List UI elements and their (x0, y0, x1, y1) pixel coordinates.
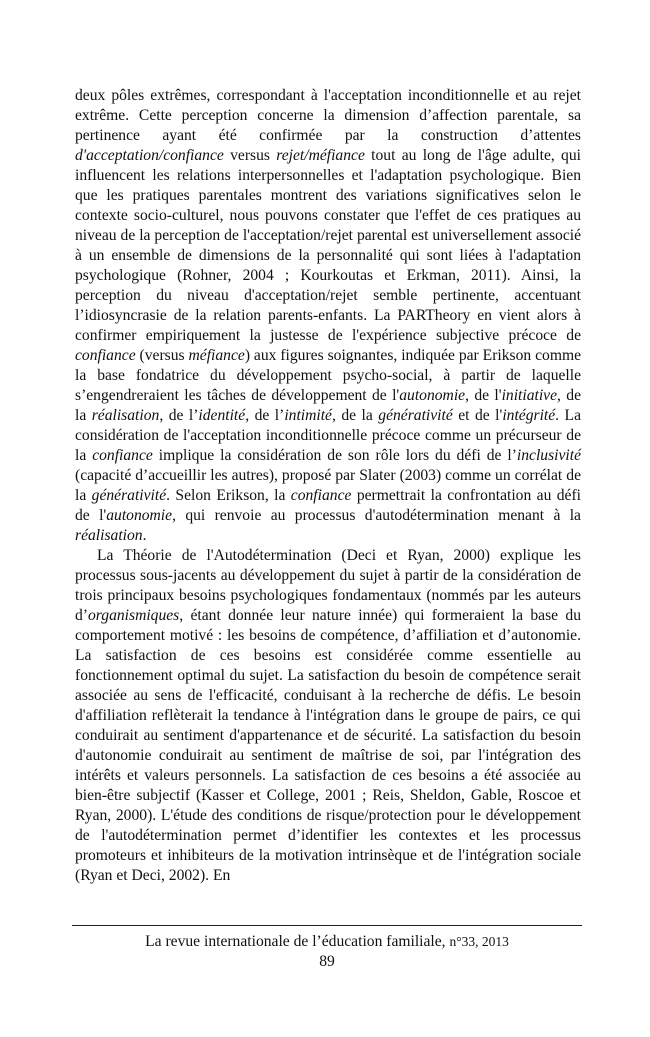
italic-term: rejet/méfiance (276, 147, 365, 164)
text-run: , de l’ (245, 407, 285, 424)
text-run: permettrait la confrontation au défi de l' (75, 487, 582, 524)
italic-term: inclusivité (516, 447, 581, 464)
text-run: (versus (135, 347, 189, 364)
italic-term: d'acceptation/confiance (75, 147, 224, 164)
text-run: . Selon Erikson, la (166, 487, 291, 504)
text-run: , de la (75, 387, 581, 424)
text-run: et de l' (452, 407, 503, 424)
text-run: , de l’ (159, 407, 199, 424)
journal-citation (72, 932, 582, 952)
paragraph-1 (75, 86, 581, 546)
text-run: . (142, 527, 147, 544)
italic-term: autonomie (106, 507, 173, 524)
italic-term: intimité (284, 407, 332, 424)
text-run: deux pôles extrêmes, correspondant à l'acceptation inconditionnelle et au rejet extrême. Cette perception concerne la dimension d’affection parentale, sa pertinence ayant été confirmée par la construction d’attentes (75, 87, 581, 144)
text-run: , étant donnée leur nature innée) qui formeraient la base du comportement motivé : les besoins de compétence, d’affiliation et d’autonomie. La satisfaction de ces besoins est considérée comme essentielle au fonctionnement optimal du sujet. La satisfaction du besoin de compétence serait associée au sens de l'efficacité, conduisant à la recherche de défis. Le besoin d'affiliation reflèterait la tendance à l'intégration dans le groupe de pairs, ce qui conduirait au sentiment d'appartenance et de sécurité. La satisfaction du besoin d'autonomie conduirait au sentiment de maîtrise de soi, par l'intégration des intérêts et valeurs personnels. La satisfaction de ces besoins a été associée au bien-être subjectif (Kasser et College, 2001 ; Reis, Sheldon, Gable, Roscoe et Ryan, 2000). L'étude des conditions de risque/protection pour le développement de l'autodétermination permet d’identifier les contextes et les processus promoteurs et inhibiteurs de la motivation intrinsèque et de l'intégration sociale (Ryan et Deci, 2002). En (75, 607, 581, 884)
italic-term: intégrité (502, 407, 556, 424)
italic-term: initiative (501, 387, 558, 404)
italic-term: générativité (378, 407, 453, 424)
text-run: , de l' (465, 387, 502, 404)
text-run: implique la considération de son rôle lors du défi de l’ (152, 447, 517, 464)
italic-term: confiance (75, 347, 136, 364)
text-run: , de la (331, 407, 379, 424)
italic-term: réalisation (91, 407, 160, 424)
text-run: tout au long de l'âge adulte, qui influencent les relations interpersonnelles et l'adaptation psychologique. Bien que les pratiques parentales montrent des variations significatives selon le contexte socio-culturel, nous pouvons constater que l'effet de ces pratiques au niveau de la perception de l'acceptation/rejet parental est universellement associé à un ensemble de dimensions de la personnalité qui sont liées à l'adaptation psychologique (Rohner, 2004 ; Kourkoutas et Erkman, 2011). Ainsi, la perception du niveau d'acceptation/rejet semble pertinente, accentuant l’idiosyncrasie de la relation parents-enfants. La PARTheory en vient alors à confirmer empiriquement la justesse de l'expérience subjective précoce de (75, 147, 581, 344)
page-footer (72, 925, 582, 972)
italic-term: réalisation (75, 527, 143, 544)
paragraph-2 (75, 546, 581, 886)
text-run: (capacité d’accueillir les autres), proposé par Slater (2003) comme un corrélat de la (75, 467, 581, 504)
page-body (75, 86, 581, 886)
text-run: ) aux figures soignantes, indiquée par Erikson comme la base fondatrice du développement psycho-social, à partir de laquelle s’engendreraient les tâches de développement de l' (75, 347, 582, 404)
text-run: . La considération de l'acceptation inconditionnelle précoce comme un précurseur de la (75, 407, 581, 464)
italic-term: confiance (92, 447, 153, 464)
italic-term: générativité (91, 487, 167, 504)
italic-term: méfiance (188, 347, 245, 364)
text-run: La Théorie de l'Autodétermination (Deci et Ryan, 2000) explique les processus sous-jacents au développement du sujet à partir de la considération de trois principaux besoins psychologiques fondamentaux (nommés par les auteurs d’ (75, 547, 581, 624)
italic-term: identité (198, 407, 246, 424)
italic-term: confiance (290, 487, 352, 504)
italic-term: organismiques (88, 607, 180, 624)
text-run: , qui renvoie au processus d'autodétermination menant à la (172, 507, 581, 524)
italic-term: autonomie (399, 387, 466, 404)
journal-issue: n°33, 2013 (449, 934, 509, 949)
text-run: versus (223, 147, 277, 164)
page-number: 89 (319, 953, 335, 970)
journal-title: La revue internationale de l’éducation familiale, (145, 933, 450, 950)
